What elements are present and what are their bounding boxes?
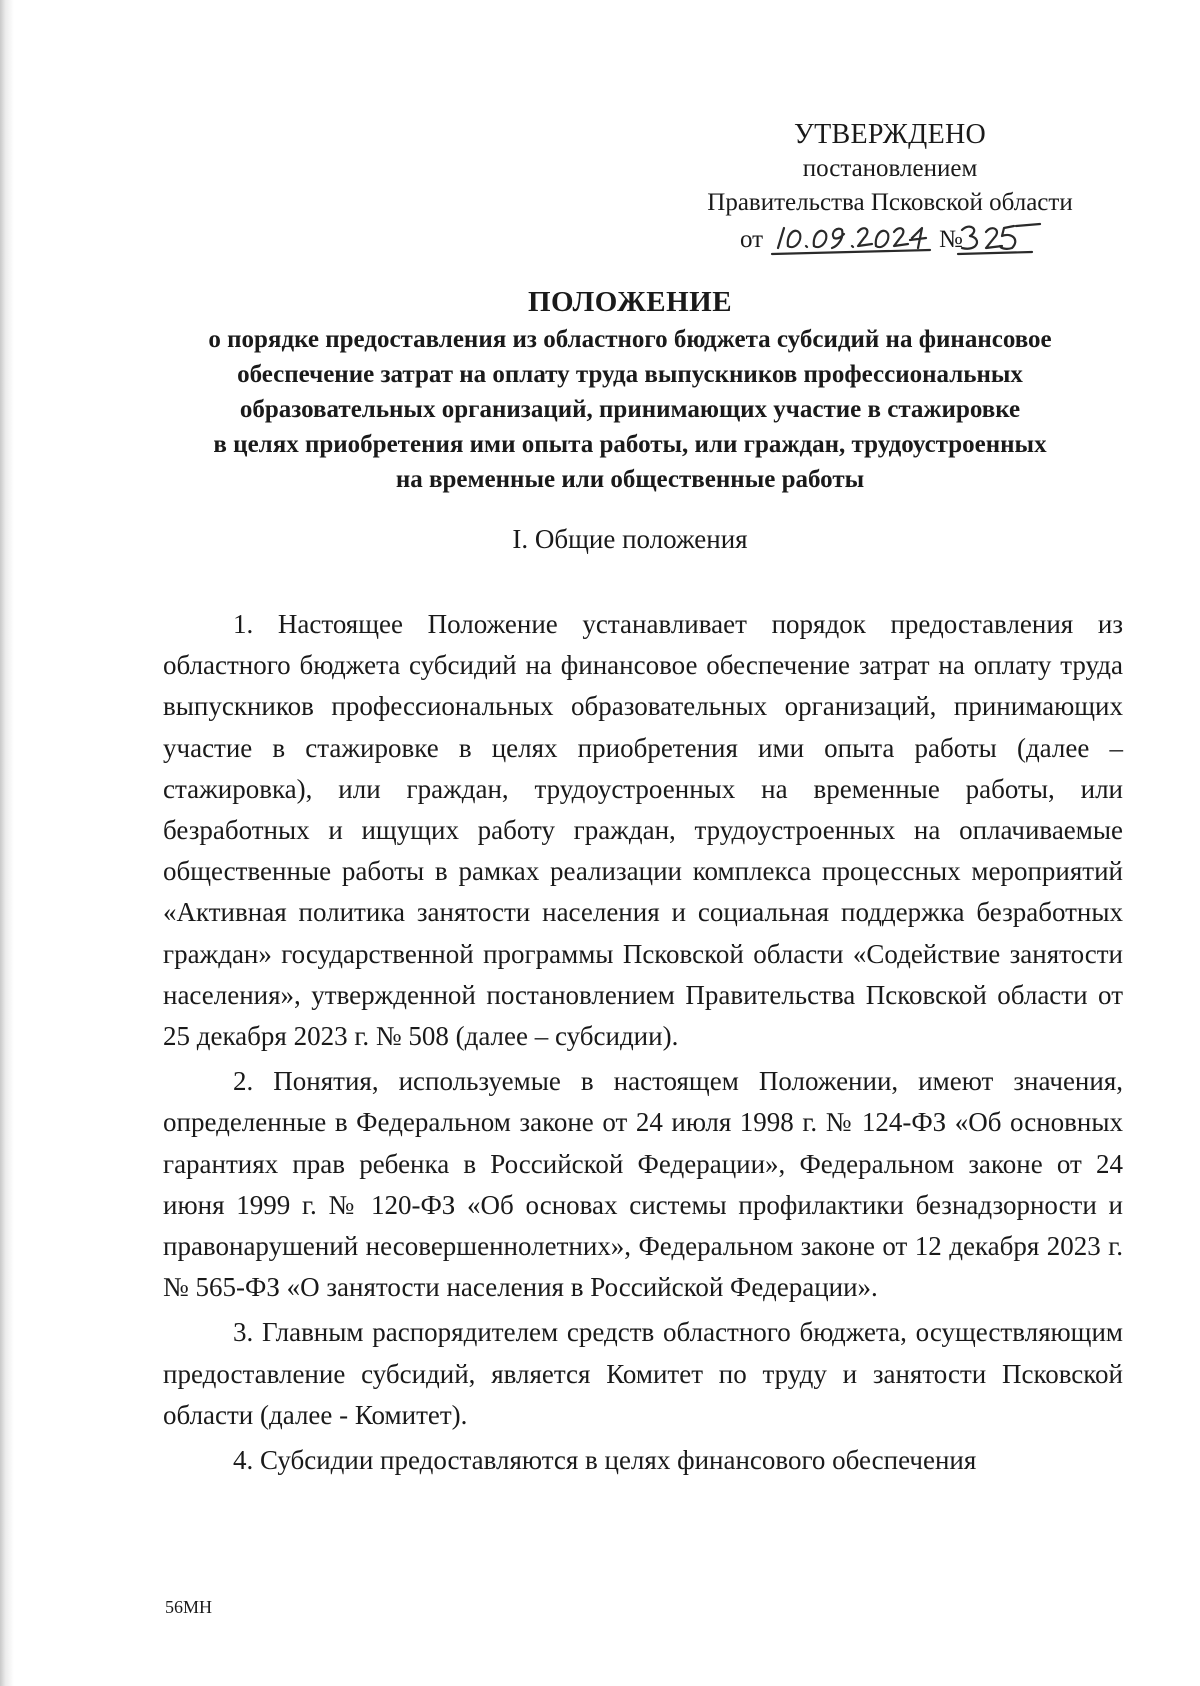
document-subtitle-line: в целях приобретения ими опыта работы, или граждан, трудоустроенных xyxy=(213,431,1047,458)
approval-title: УТВЕРЖДЕНО xyxy=(793,119,987,150)
date-underline xyxy=(772,250,930,254)
section-heading: I. Общие положения xyxy=(512,524,748,554)
approval-line-1: постановлением xyxy=(802,155,978,182)
document-title-block xyxy=(140,282,1120,497)
document-title: ПОЛОЖЕНИЕ xyxy=(527,286,733,318)
handwritten-date-and-number xyxy=(660,220,1120,260)
approval-date-line xyxy=(660,220,1120,260)
handwritten-date xyxy=(778,228,926,248)
approval-line-2: Правительства Псковской области xyxy=(707,189,1073,216)
paragraph-2: 2. Понятия, используемые в настоящем Положении, имеют значения, определенные в Федеральном законе от 24 июля 1998 г. № 124-ФЗ «Об основных гарантиях прав ребенка в Российской Федерации», Федеральном законе от 24 июня 1999 г. № 120-ФЗ «Об основах системы профилактики безнадзорности и правонарушений несовершеннолетних», Федеральном законе от 12 декабря 2023 г. № 565-ФЗ «О занятости населения в Российской Федерации». xyxy=(163,1066,1123,1303)
paragraph-1: 1. Настоящее Положение устанавливает порядок предоставления из областного бюджета субсидий на финансовое обеспечение затрат на оплату труда выпускников профессиональных образовательных организаций, принимающих участие в стажировке в целях приобретения ими опыта работы (далее – стажировка), или граждан, трудоустроенных на временные работы, или безработных и ищущих работу граждан, трудоустроенных на оплачиваемые общественные работы в рамках реализации комплекса процессных мероприятий «Активная политика занятости населения и социальная поддержка безработных граждан» государственной программы Псковской области «Содействие занятости населения», утвержденной постановлением Правительства Псковской области от 25 декабря 2023 г. № 508 (далее – субсидии). xyxy=(163,609,1123,1052)
document-subtitle-line: о порядке предоставления из областного бюджета субсидий на финансовое xyxy=(208,326,1052,353)
scan-edge-shadow xyxy=(0,0,14,1686)
handwritten-number xyxy=(958,224,1040,254)
paragraph-3: 3. Главным распорядителем средств областного бюджета, осуществляющим предоставление субсидий, является Комитет по труду и занятости Псковской области (далее - Комитет). xyxy=(163,1317,1123,1430)
footer-code: 56МН xyxy=(165,1597,213,1617)
document-subtitle-line: обеспечение затрат на оплату труда выпускников профессиональных xyxy=(237,361,1023,388)
date-from-label: от xyxy=(740,226,764,253)
document-subtitle-line: на временные или общественные работы xyxy=(395,466,865,493)
document-subtitle-line: образовательных организаций, принимающих участие в стажировке xyxy=(239,396,1021,423)
number-sign: № xyxy=(939,226,963,253)
approval-block xyxy=(660,118,1120,260)
paragraph-4: 4. Субсидии предоставляются в целях финансового обеспечения xyxy=(233,1445,977,1476)
document-body xyxy=(163,604,1123,1485)
